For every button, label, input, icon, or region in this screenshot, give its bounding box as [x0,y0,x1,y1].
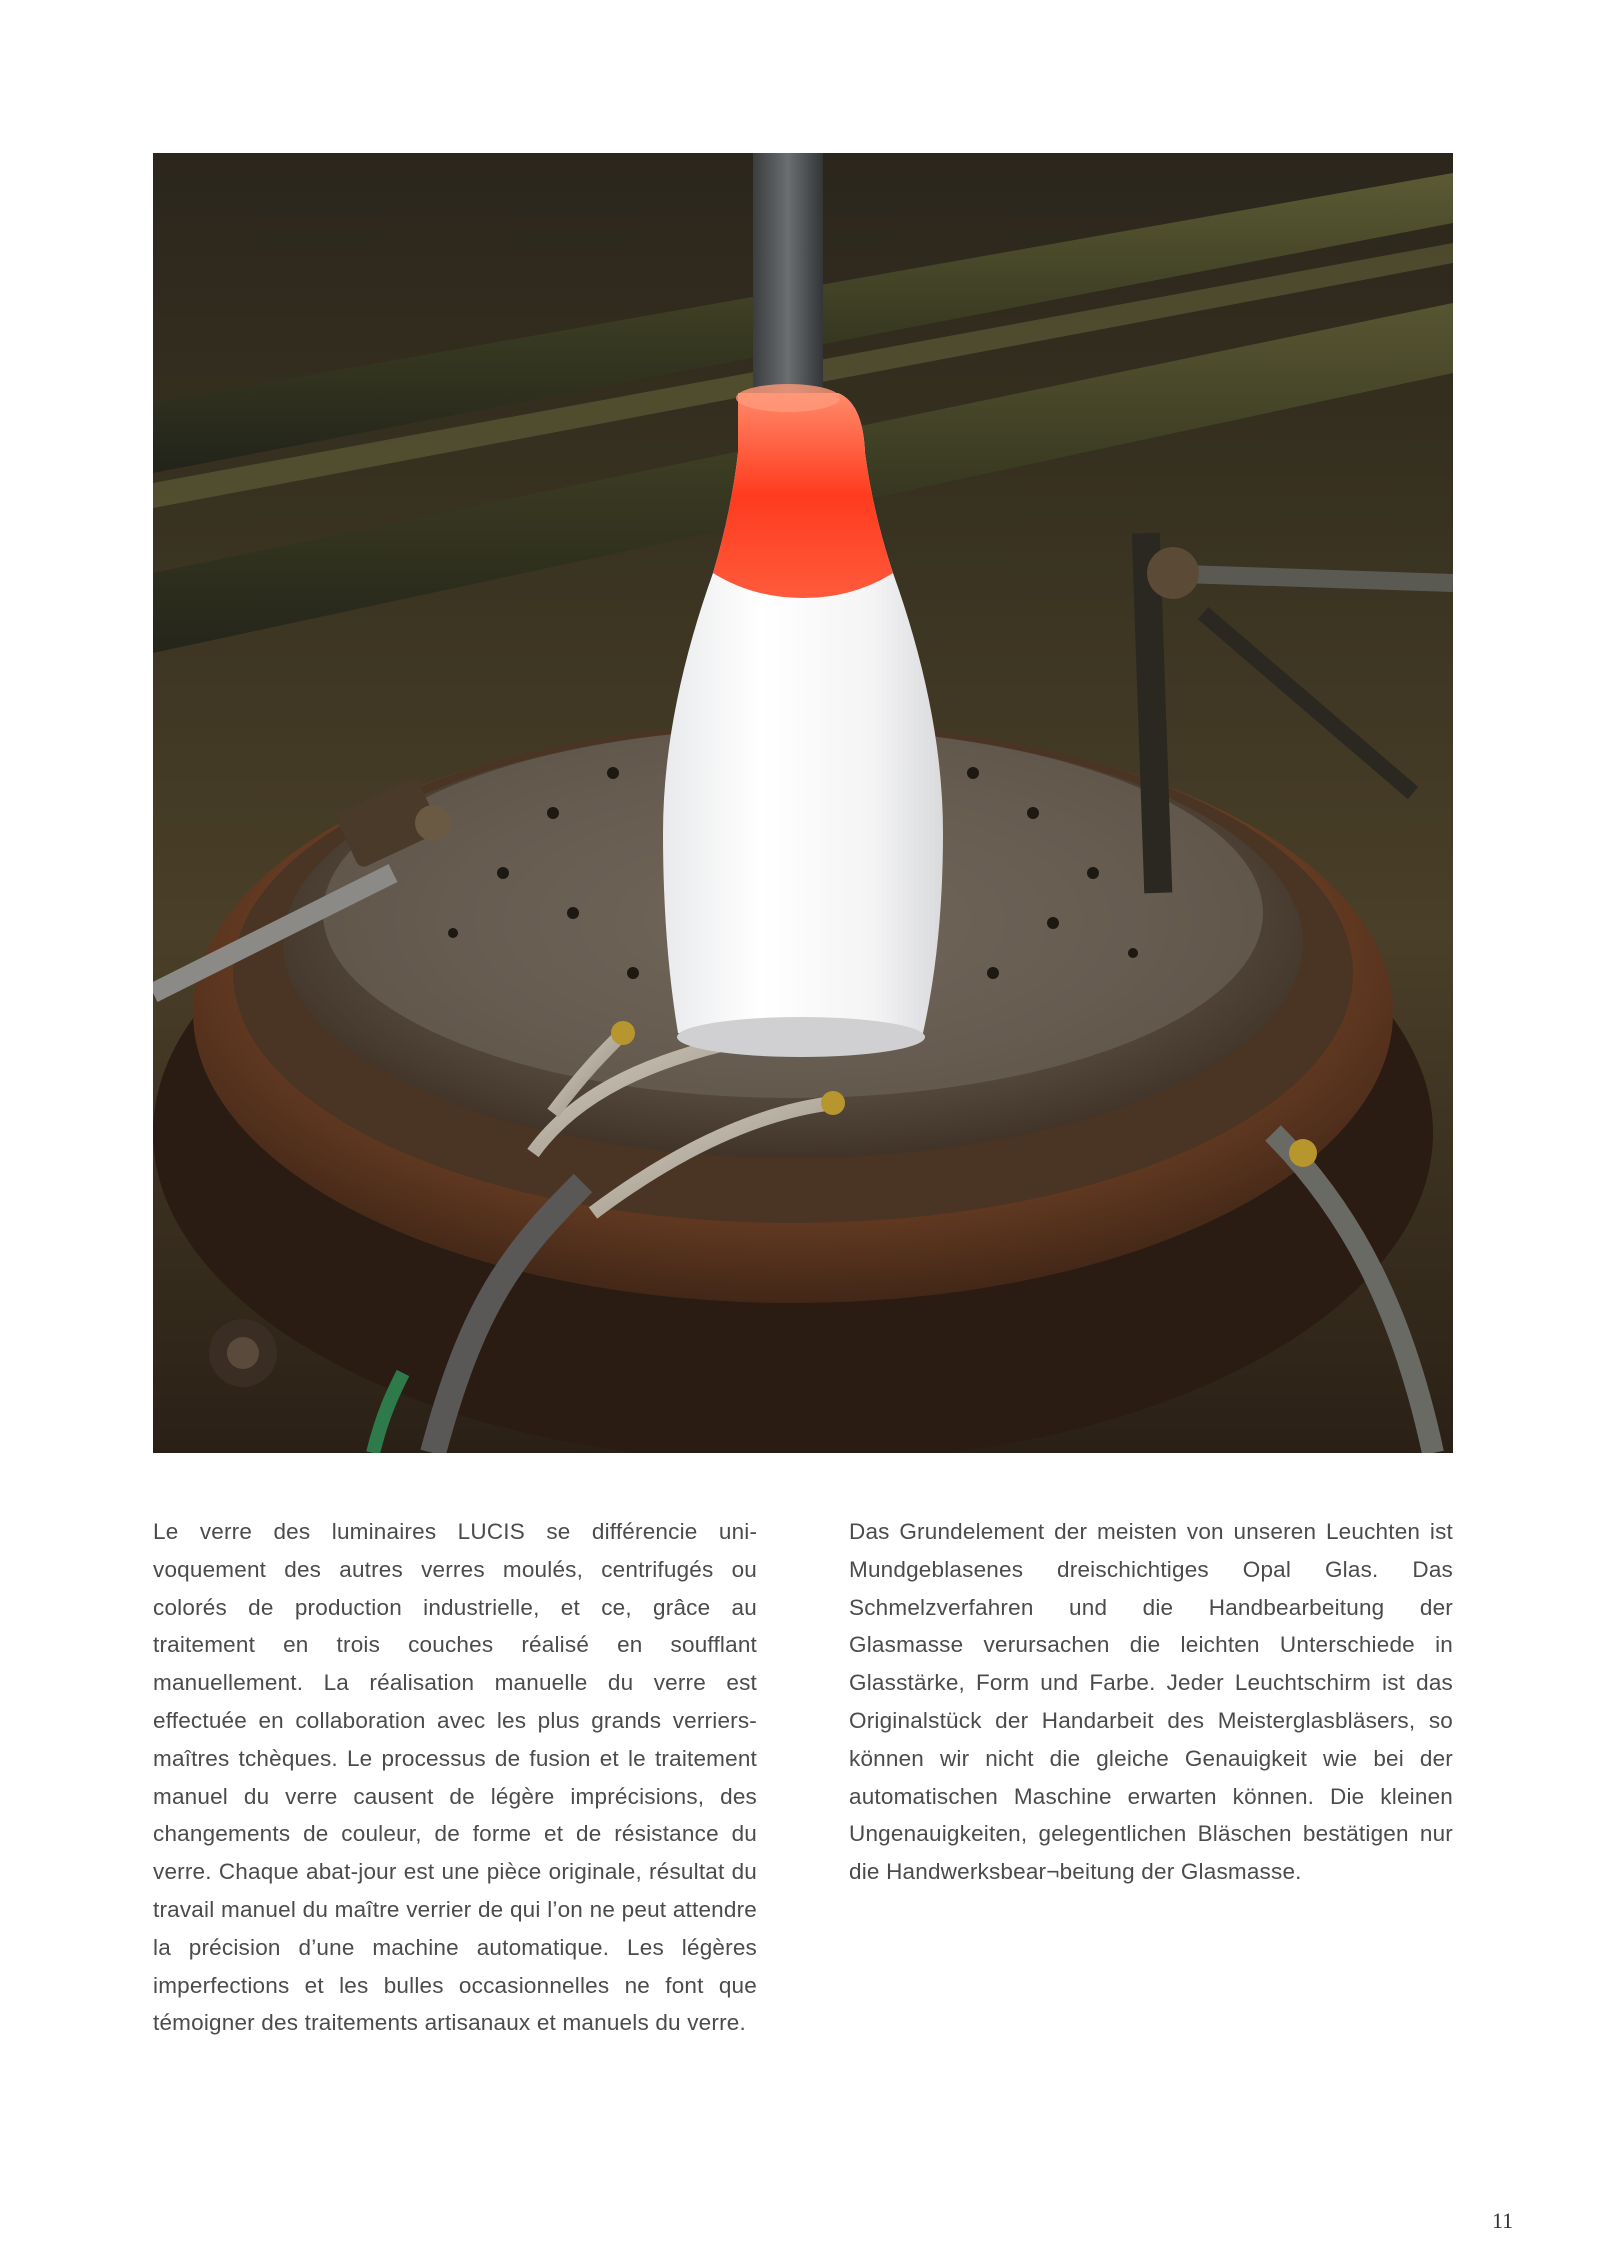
glass-blowing-mould-icon [153,153,1453,1453]
german-paragraph: Das Grundelement der meisten von unseren Leuchten ist Mundgeblasenes dreischichtiges Opal Glas. Das Schmelzverfahren und die Handbearbeitung der Glasmasse verursachen die leichten Unterschiede in Glasstärke, Form und Farbe. Jeder Leuchtschirm ist das Originalstück der Handarbeit des Meisterglasbläsers, so können wir nicht die gleiche Genauigkeit wie bei der automatischen Maschine erwarten können. Die kleinen Ungenauigkeiten, gelegentlichen Bläschen bestätigen nur die Handwerksbear¬beitung der Glasmasse. [849,1519,1453,1885]
glass-mould-photo [153,153,1453,1453]
page-number: 11 [1492,2208,1514,2233]
french-paragraph: Le verre des luminaires LUCIS se différencie univoquement des autres verres moulés, centrifugés ou colorés de production industrielle, et ce, grâce au traitement en trois couches réalisé en soufflant manuellement. La réalisation manuelle du verre est effectuée en collaboration avec les plus grands verriers-maîtres tchèques. Le processus de fusion et le traitement manuel du verre causent de légère imprécisions, des changements de couleur, de forme et de résistance du verre. Chaque abat-jour est une pièce originale, résultat du travail manuel du maître verrier de qui l’on ne peut attendre la précision d’une machine automatique. Les légères imperfections et les bulles occasionnelles ne font que témoigner des traitements artisanaux et manuels du verre. [153,1519,757,2036]
